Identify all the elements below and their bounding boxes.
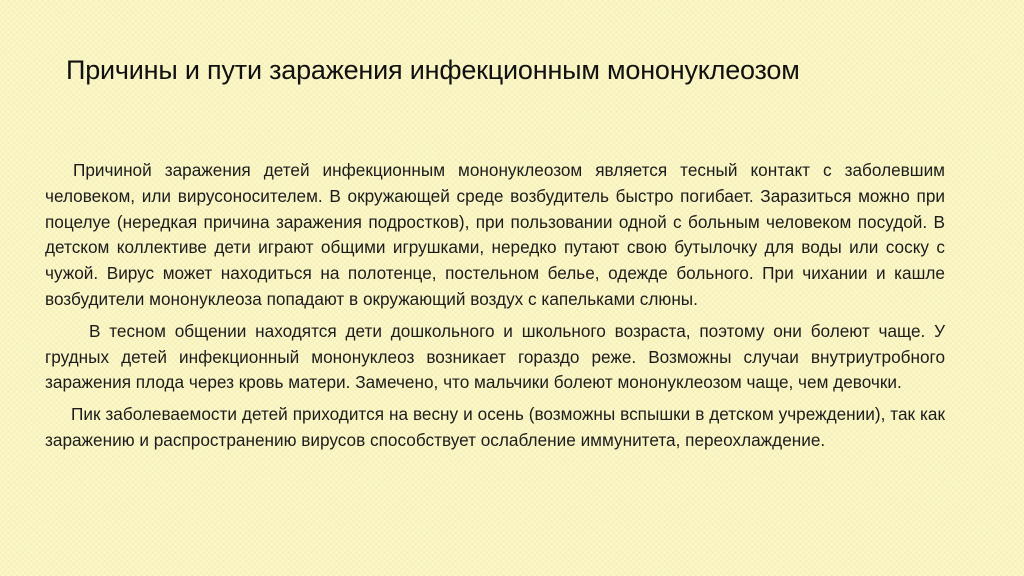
slide-body: [45, 158, 945, 460]
body-paragraph-2: В тесном общении находятся дети дошкольного и школьного возраста, поэтому они болеют чаще. У грудных детей инфекционный мононуклеоз возникает гораздо реже. Возможны случаи внутриутробного заражения плода через кровь матери. Замечено, что мальчики болеют мононуклеозом чаще, чем девочки.: [45, 320, 945, 393]
slide-title: Причины и пути заражения инфекционным мононуклеозом: [66, 55, 800, 85]
body-paragraph-3: Пик заболеваемости детей приходится на весну и осень (возможны вспышки в детском учреждении), так как заражению и распространению вирусов способствует ослабление иммунитета, переохлаждение.: [45, 404, 945, 450]
body-paragraph-1: Причиной заражения детей инфекционным мононуклеозом является тесный контакт с заболевшим человеком, или вирусоносителем. В окружающей среде возбудитель быстро погибает. Заразиться можно при поцелуе (нередкая причина заражения подростков), при пользовании одной с больным человеком посудой. В детском коллективе дети играют общими игрушками, нередко путают свою бутылочку для воды или соску с чужой. Вирус может находиться на полотенце, постельном белье, одежде больного. При чихании и кашле возбудители мононуклеоза попадают в окружающий воздух с капельками слюны.: [45, 160, 945, 309]
